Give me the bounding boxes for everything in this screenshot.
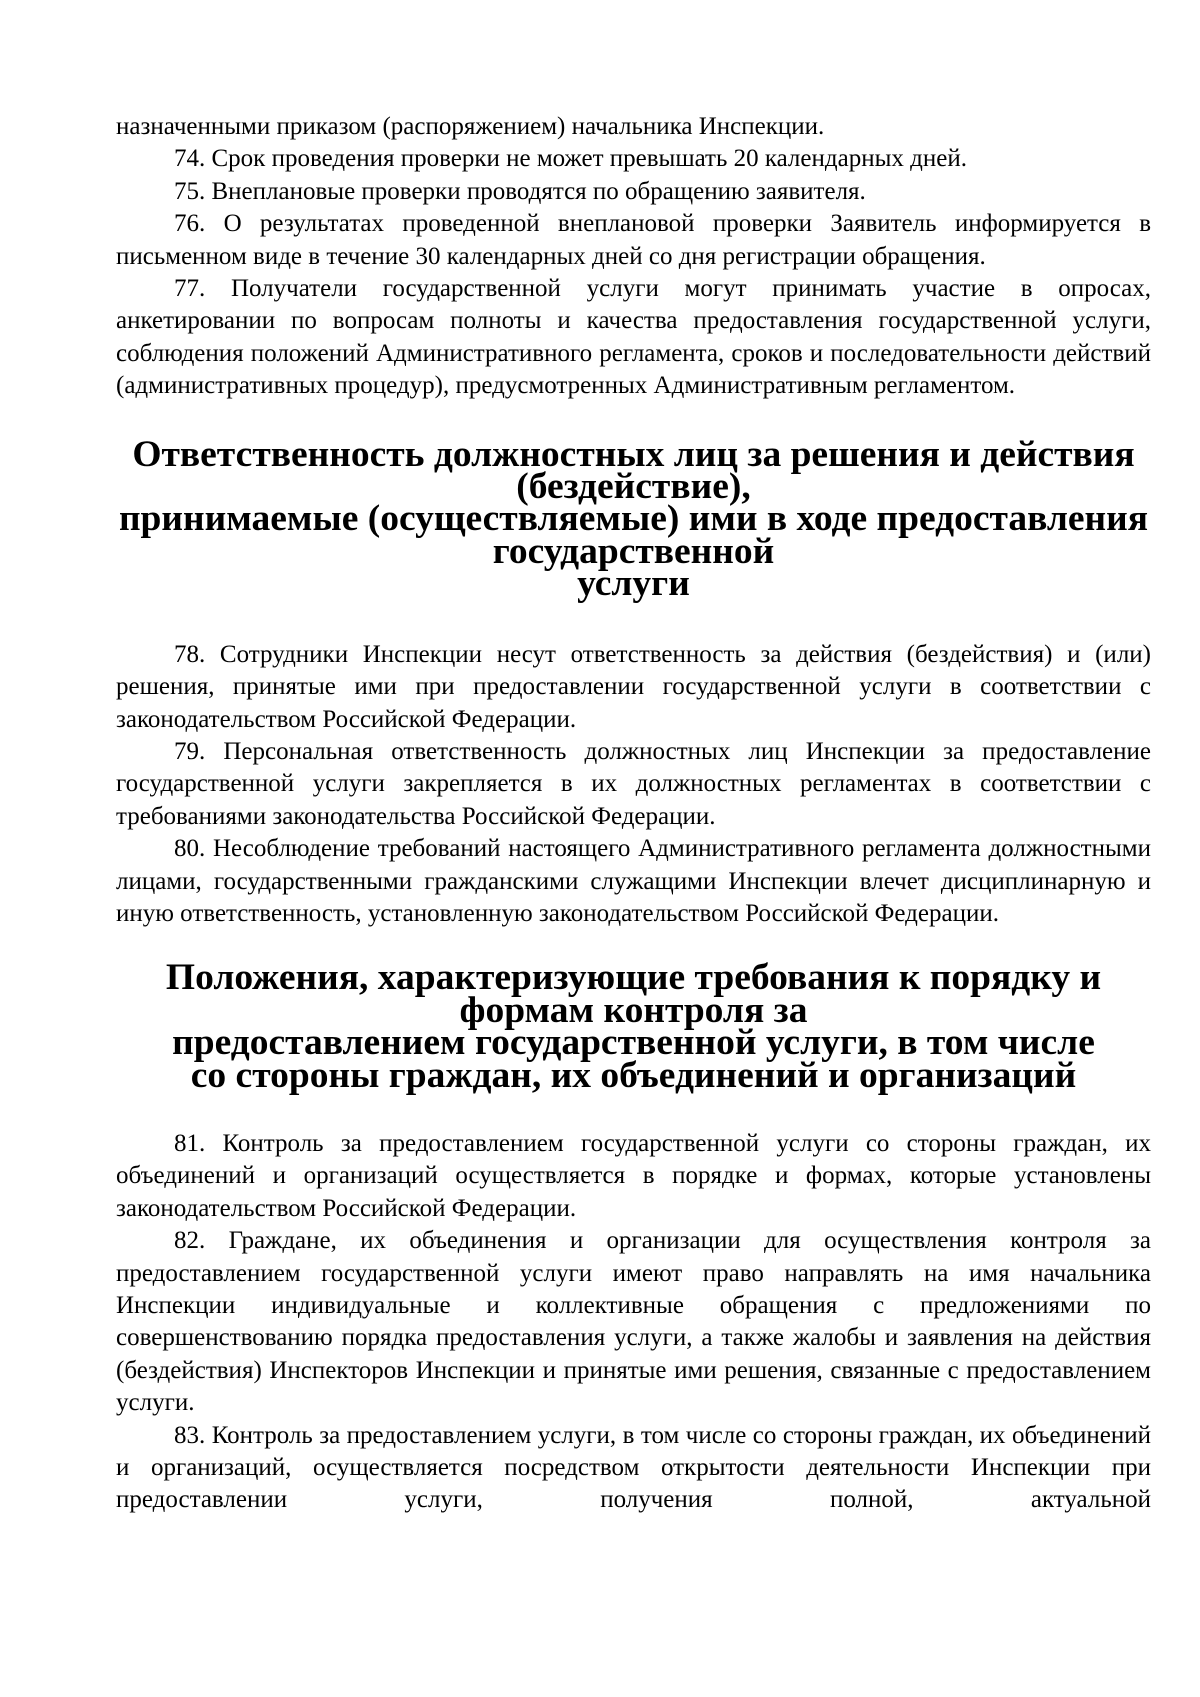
paragraph-83: 83. Контроль за предоставлением услуги, в том числе со стороны граждан, их объединений и организаций, осуществляется посредством открытости деятельности Инспекции при предоставлении услуги, получения полной, актуальной [116, 1421, 1151, 1514]
heading-line: Ответственность должностных лиц за решения и действия (бездействие), [132, 433, 1135, 508]
paragraph-continuation: назначенными приказом (распоряжением) начальника Инспекции. [116, 113, 825, 140]
heading-line: услуги [577, 563, 690, 605]
paragraph-79: 79. Персональная ответственность должностных лиц Инспекции за предоставление государственной услуги закрепляется в их должностных регламентах в соответствии с требованиями законодательства Российской Федерации. [116, 737, 1151, 830]
section-heading-responsibility [116, 433, 1151, 605]
heading-line: принимаемые (осуществляемые) ими в ходе предоставления государственной [118, 498, 1149, 572]
paragraph-75: 75. Внеплановые проверки проводятся по обращению заявителя. [174, 177, 866, 205]
paragraph-76: 76. О результатах проведенной внеплановой проверки Заявитель информируется в письменном виде в течение 30 календарных дней со дня регистрации обращения. [116, 210, 1151, 270]
paragraph-80: 80. Несоблюдение требований настоящего Административного регламента должностными лицами, государственными гражданскими служащими Инспекции влечет дисциплинарную и иную ответственность, установленную законодательством Российской Федерации. [116, 835, 1151, 927]
document-page [116, 111, 1151, 1517]
section-heading-control [116, 957, 1151, 1096]
heading-line: предоставлением государственной услуги, в том числе [172, 1022, 1095, 1064]
heading-line: со стороны граждан, их объединений и организаций [190, 1054, 1077, 1096]
paragraph-78: 78. Сотрудники Инспекции несут ответственность за действия (бездействия) и (или) решения, принятые ими при предоставлении государственной услуги в соответствии с законодательством Российской Федерации. [116, 640, 1151, 733]
paragraph-82: 82. Граждане, их объединения и организации для осуществления контроля за предоставлением государственной услуги имеют право направлять на имя начальника Инспекции индивидуальные и коллективные обращения с предложениями по совершенствованию порядка предоставления услуги, а также жалобы и заявления на действия (бездействия) Инспекторов Инспекции и принятые ими решения, связанные с предоставлением услуги. [116, 1227, 1151, 1417]
paragraph-81: 81. Контроль за предоставлением государственной услуги со стороны граждан, их объединений и организаций осуществляется в порядке и формах, которые установлены законодательством Российской Федерации. [116, 1129, 1151, 1222]
heading-line: Положения, характеризующие требования к порядку и формам контроля за [165, 957, 1102, 1031]
paragraph-74: 74. Срок проведения проверки не может превышать 20 календарных дней. [174, 145, 967, 173]
paragraph-77: 77. Получатели государственной услуги могут принимать участие в опросах, анкетировании по вопросам полноты и качества предоставления государственной услуги, соблюдения положений Административного регламента, сроков и последовательности действий (административных процедур), предусмотренных Административным регламентом. [116, 275, 1151, 400]
